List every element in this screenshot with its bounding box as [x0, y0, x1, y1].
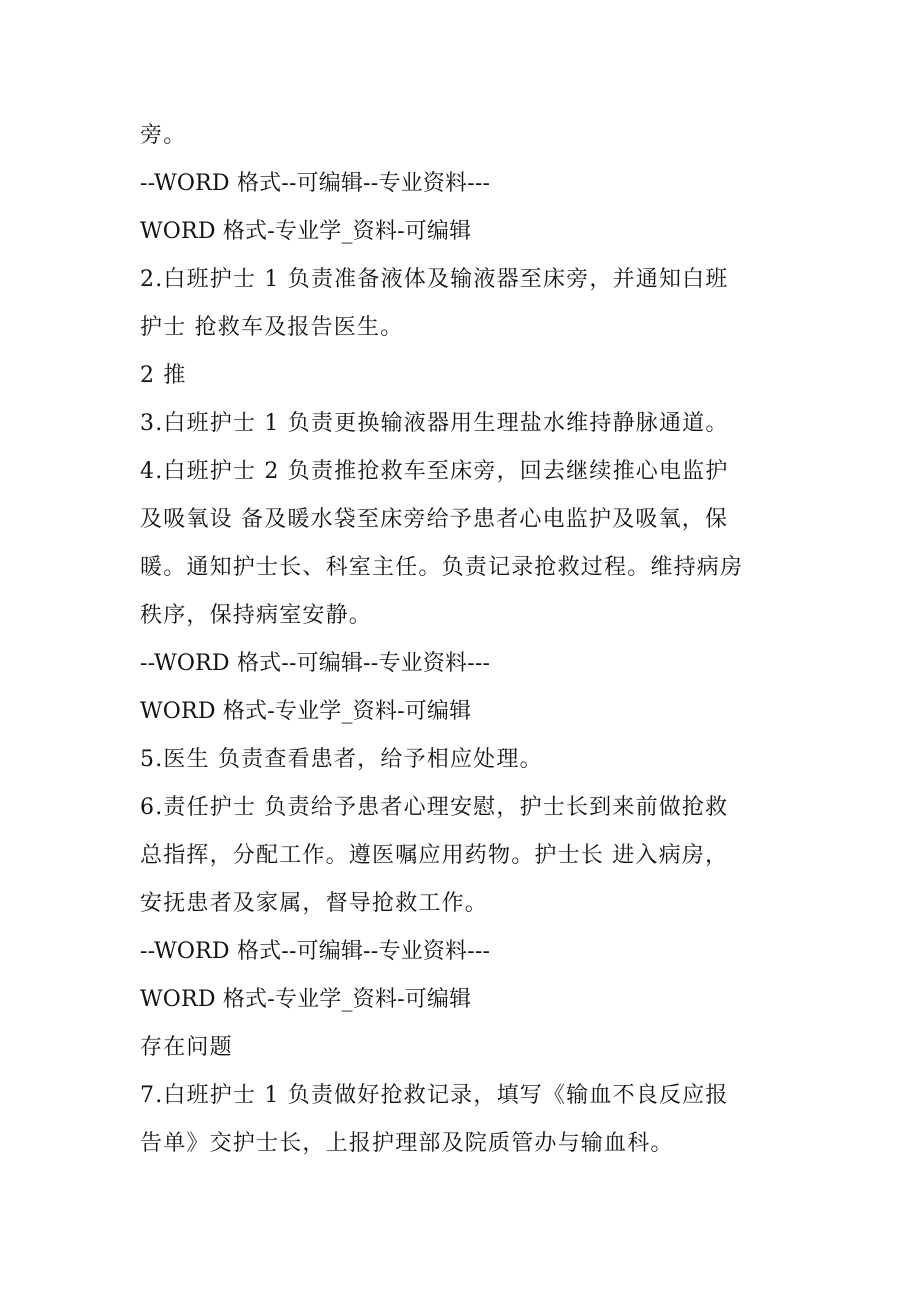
- watermark-line: --WORD 格式--可编辑--专业资料---: [140, 939, 491, 964]
- watermark-line: WORD 格式-专业学_资料-可编辑: [140, 219, 472, 244]
- text-line: 存在问题: [140, 1035, 233, 1060]
- watermark-line: --WORD 格式--可编辑--专业资料---: [140, 651, 491, 676]
- watermark-line: WORD 格式-专业学_资料-可编辑: [140, 987, 472, 1012]
- text-line: 安抚患者及家属，督导抢救工作。: [140, 891, 489, 916]
- text-line: 2 推: [140, 363, 187, 388]
- text-line: 告单》交护士长，上报护理部及院质管办与输血科。: [140, 1131, 674, 1156]
- document-body: [140, 112, 790, 1168]
- text-line: 6.责任护士 负责给予患者心理安慰，护士长到来前做抢救: [140, 795, 729, 820]
- text-line: 5.医生 负责查看患者，给予相应处理。: [140, 747, 543, 772]
- text-line: 4.白班护士 2 负责推抢救车至床旁，回去继续推心电监护: [140, 459, 729, 484]
- text-line: 总指挥，分配工作。遵医嘱应用药物。护士长 进入病房，: [140, 843, 729, 868]
- text-line: 及吸氧设 备及暖水袋至床旁给予患者心电监护及吸氧，保: [140, 507, 729, 532]
- text-line: 护士 抢救车及报告医生。: [140, 315, 404, 340]
- text-line: 2.白班护士 1 负责准备液体及输液器至床旁，并通知白班: [140, 267, 729, 292]
- text-line: 秩序，保持病室安静。: [140, 603, 373, 628]
- text-line: 3.白班护士 1 负责更换输液器用生理盐水维持静脉通道。: [140, 411, 729, 436]
- watermark-line: WORD 格式-专业学_资料-可编辑: [140, 699, 472, 724]
- text-line: 旁。: [140, 123, 187, 148]
- watermark-line: --WORD 格式--可编辑--专业资料---: [140, 171, 491, 196]
- text-line: 7.白班护士 1 负责做好抢救记录，填写《输血不良反应报: [140, 1083, 729, 1108]
- text-line: 暖。通知护士长、科室主任。负责记录抢救过程。维持病房: [140, 555, 744, 580]
